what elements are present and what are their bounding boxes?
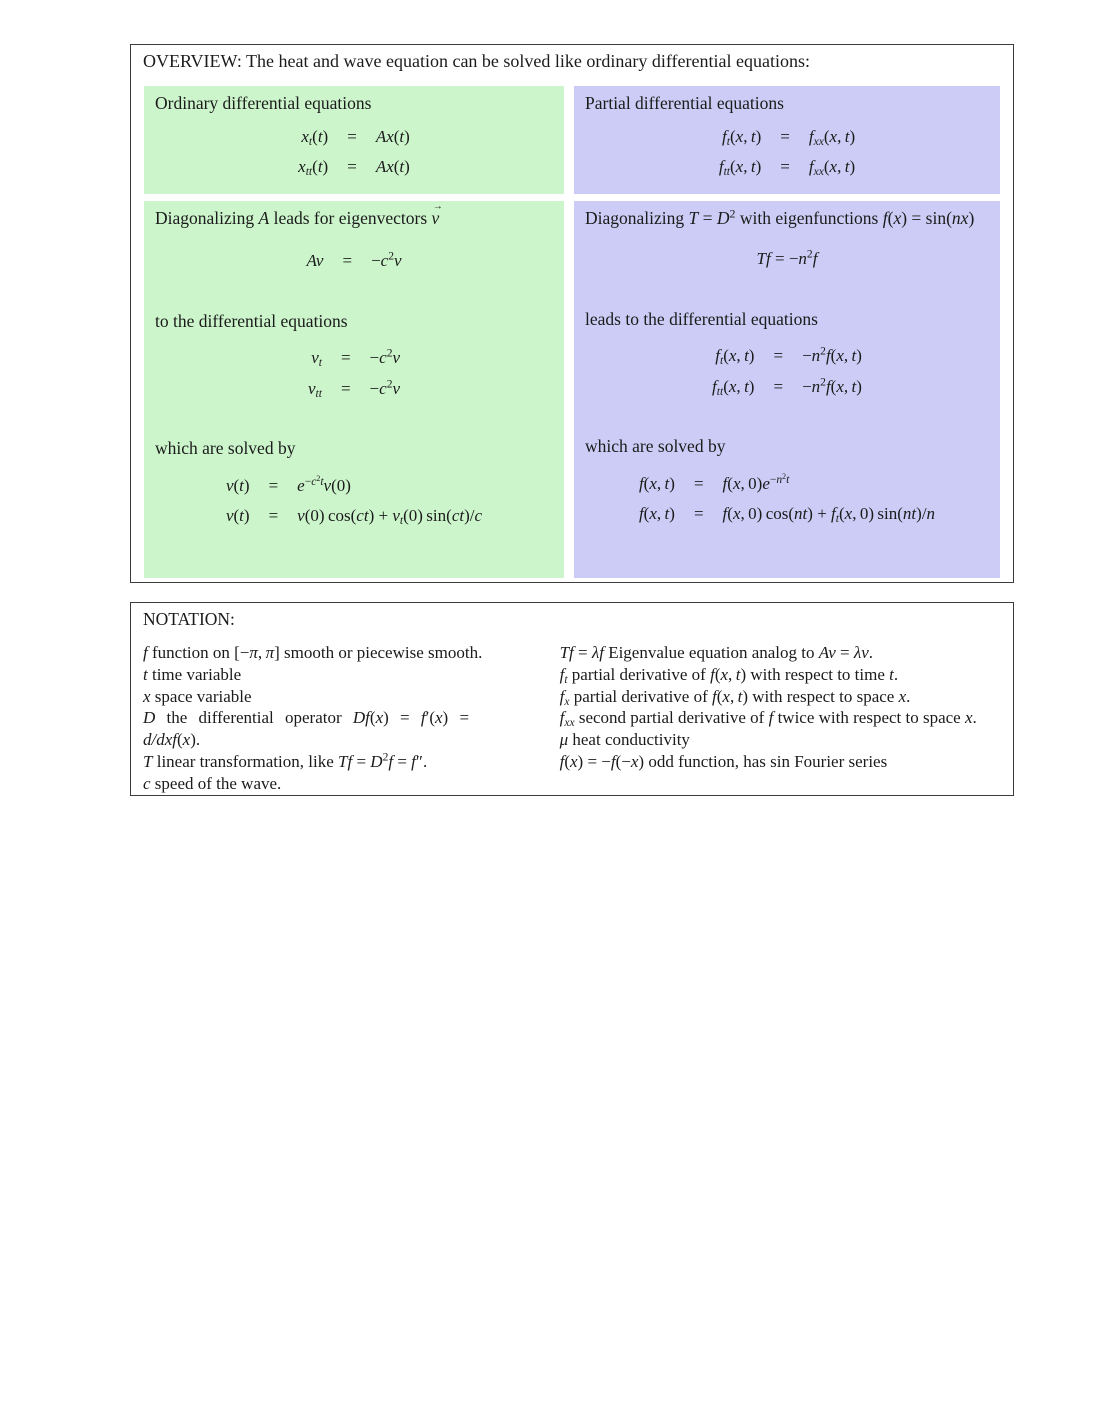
equation-rhs: Ax(t) (375, 156, 410, 176)
equation-rhs: $f_{xx}(x$, t) (808, 126, 856, 148)
equation-relation: = (342, 250, 353, 270)
notation-section (130, 602, 1014, 796)
equation-relation: = (268, 506, 279, 526)
notation-entry: f(x) = −f(−x) odd function, has sin Fourier series (559, 751, 888, 771)
equation-rhs: $-n^2f(x$, t) (802, 345, 862, 366)
equation-lhs: $v_{tt}$ (307, 378, 322, 400)
equation-relation: = (693, 504, 704, 524)
equation-lhs: $v_t$ (311, 348, 322, 370)
pde-diff-equations (585, 345, 989, 396)
equation-lhs: $f_t(x$, t) (722, 126, 762, 148)
pde-leads-text: leads to the differential equations (585, 308, 818, 329)
equation-relation: = (780, 126, 790, 146)
equation-rhs: $f_{xx}(x$, t) (808, 156, 856, 178)
pde-eigen-equation: $Tf = -n^2f$ (756, 247, 818, 268)
notation-left-column (143, 642, 543, 795)
notation-entry: μ heat conductivity (559, 730, 690, 750)
equation-lhs: v(t) (225, 506, 250, 526)
equation-lhs: $x_{tt}(t)$ (298, 156, 329, 178)
ode-solved-text: which are solved by (155, 437, 296, 458)
equation-rhs: $-c^2v$ (369, 347, 401, 368)
equation-rhs: f(x, $0)e^{-n^2t}$ (722, 472, 790, 494)
ode-diagonalizing-text: Diagonalizing A leads for eigenvectors → v (155, 208, 553, 230)
equation-relation: = (340, 348, 351, 368)
notation-entry: T linear transformation, like $Tf = D^2f = f''$. (143, 750, 428, 771)
ode-diff-equations (155, 347, 553, 398)
notation-entry: $f_t$ partial derivative of f(x, t) with respect to time t. (559, 664, 899, 686)
overview-title: OVERVIEW: The heat and wave equation can be solved like ordinary differential equations: (143, 51, 811, 71)
notation-entry: f function on [−π, π] smooth or piecewise smooth. (143, 643, 483, 662)
pde-column (574, 86, 1000, 578)
ode-solution-equations (155, 475, 553, 526)
equation-relation: = (693, 474, 704, 494)
pde-solved-text: which are solved by (585, 435, 726, 456)
equation-lhs: $f_{tt}(x$, t) (718, 156, 762, 178)
equation-lhs: $x_t(t)$ (301, 126, 329, 148)
pde-intro-panel (574, 86, 1000, 194)
ode-to-text: to the differential equations (155, 310, 348, 331)
equation-lhs: f(x, t) (638, 474, 675, 494)
pde-diagonalizing-text: Diagonalizing $T = D^2$ with eigenfunctions f(x) = sin(nx) (585, 206, 975, 228)
notation-entry: Tf = λf Eigenvalue equation analog to Av = λv. (559, 643, 874, 662)
equation-lhs: $f_t(x$, t) (715, 346, 755, 368)
equation-lhs: f(x, t) (638, 504, 675, 524)
ode-main-panel (144, 201, 564, 578)
pde-solution-equations (585, 473, 989, 524)
notation-title: NOTATION: (143, 609, 235, 629)
equation-relation: = (773, 346, 784, 366)
equation-lhs: v(t) (225, 476, 250, 496)
ode-intro-equations (155, 126, 553, 177)
ode-eigen-equation (155, 250, 553, 271)
ode-column (144, 86, 564, 578)
notation-entry: c speed of the wave. (143, 773, 282, 793)
equation-lhs: Av (306, 250, 324, 270)
equation-rhs: $-n^2f(x$, t) (802, 375, 862, 396)
equation-relation: = (773, 376, 784, 396)
equation-relation: = (268, 476, 279, 496)
equation-relation: = (340, 378, 351, 398)
notation-entry: D the differential operator Df(x) = f′(x) = d/dxf(x). (143, 708, 470, 750)
equation-rhs: f(x, 0) $\cos(nt) + f_t(x$, 0) sin(nt)/n (722, 504, 936, 526)
notation-entry: x space variable (143, 686, 252, 706)
overview-section (130, 44, 1014, 583)
notation-right-column (560, 642, 1001, 795)
equation-rhs: Ax(t) (375, 126, 410, 146)
equation-rhs: $-c^2v$ (371, 249, 402, 270)
equation-rhs: v(0) $\cos(ct) + v_t(0)$ sin(ct)/c (297, 506, 483, 528)
equation-relation: = (780, 156, 790, 176)
notation-entry: $f_{xx}$ second partial derivative of f twice with respect to space x. (559, 708, 977, 730)
pde-main-panel (574, 201, 1000, 578)
notation-columns (143, 642, 1001, 795)
equation-lhs: $f_{tt}(x$, t) (712, 376, 755, 398)
ode-intro-panel (144, 86, 564, 194)
pde-panel-header: Partial differential equations (585, 93, 784, 113)
overview-columns (144, 86, 1000, 578)
ode-panel-header: Ordinary differential equations (155, 93, 372, 113)
notation-entry: $f_x$ partial derivative of f(x, t) with respect to space x. (559, 686, 911, 708)
equation-relation: = (347, 126, 357, 146)
equation-relation: = (347, 156, 357, 176)
equation-rhs: $-c^2v$ (369, 377, 401, 398)
equation-rhs: $e^{-c^2t}v(0)$ (297, 474, 351, 496)
notation-entry: t time variable (143, 664, 242, 684)
pde-intro-equations (585, 126, 989, 177)
